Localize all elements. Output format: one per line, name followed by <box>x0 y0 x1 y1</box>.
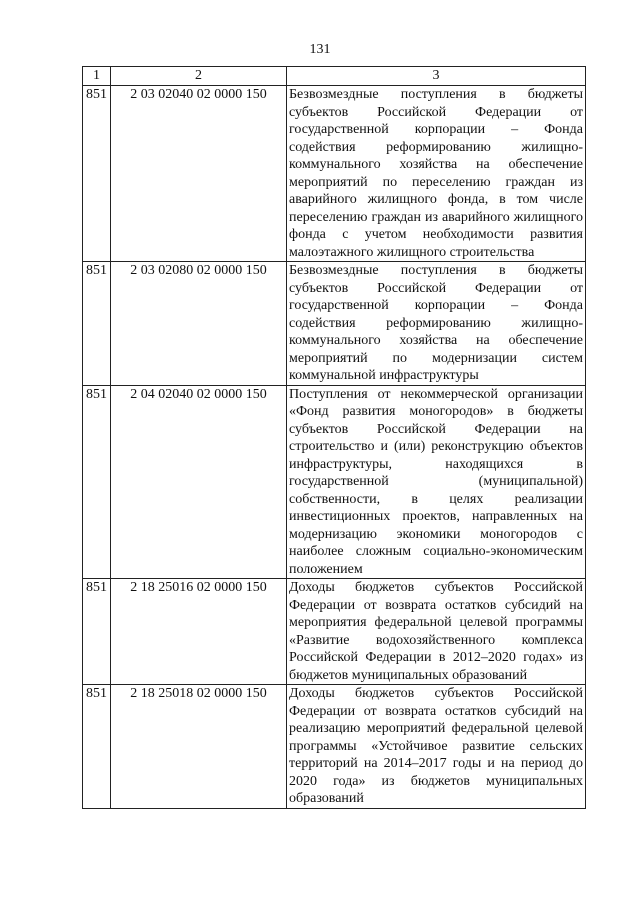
admin-code-cell: 851 <box>83 86 111 262</box>
column-header-3: 3 <box>287 67 586 86</box>
description-cell: Поступления от некоммерческой организации «Фонд развития моногородов» в бюджеты субъектов Российской Федерации на строительство и (или) реконструкцию объектов инфраструктуры, находящихся в государственной (муниципальной) собственности, в целях реализации инвестиционных проектов, направленных на модернизацию экономики моногородов с наиболее сложным социально-экономическим положением <box>287 385 586 579</box>
budget-code-cell: 2 03 02040 02 0000 150 <box>111 86 287 262</box>
column-header-2: 2 <box>111 67 287 86</box>
description-cell: Безвозмездные поступления в бюджеты субъектов Российской Федерации от государственной корпорации – Фонда содействия реформированию жилищно-коммунального хозяйства на обеспечение мероприятий по модернизации систем коммунальной инфраструктуры <box>287 262 586 386</box>
column-header-1: 1 <box>83 67 111 86</box>
description-cell: Доходы бюджетов субъектов Российской Федерации от возврата остатков субсидий на реализацию мероприятий федеральной целевой программы «Устойчивое развитие сельских территорий на 2014–2017 годы и на период до 2020 года» из бюджетов муниципальных образований <box>287 685 586 809</box>
admin-code-cell: 851 <box>83 579 111 685</box>
table-header <box>83 67 586 86</box>
revenue-codes-table <box>82 66 586 809</box>
table-row <box>83 262 586 386</box>
header-row <box>83 67 586 86</box>
table-row <box>83 579 586 685</box>
budget-code-cell: 2 03 02080 02 0000 150 <box>111 262 287 386</box>
budget-code-cell: 2 18 25018 02 0000 150 <box>111 685 287 809</box>
admin-code-cell: 851 <box>83 385 111 579</box>
table-row <box>83 685 586 809</box>
page-number: 131 <box>309 42 331 57</box>
admin-code-cell: 851 <box>83 685 111 809</box>
budget-code-cell: 2 04 02040 02 0000 150 <box>111 385 287 579</box>
budget-code-cell: 2 18 25016 02 0000 150 <box>111 579 287 685</box>
table-row <box>83 385 586 579</box>
admin-code-cell: 851 <box>83 262 111 386</box>
table-row <box>83 86 586 262</box>
table-body <box>83 86 586 809</box>
description-cell: Безвозмездные поступления в бюджеты субъектов Российской Федерации от государственной корпорации – Фонда содействия реформированию жилищно-коммунального хозяйства на обеспечение мероприятий по переселению граждан из аварийного жилищного фонда, в том числе переселению граждан из аварийного жилищного фонда с учетом необходимости развития малоэтажного жилищного строительства <box>287 86 586 262</box>
description-cell: Доходы бюджетов субъектов Российской Федерации от возврата остатков субсидий на мероприятия федеральной целевой программы «Развитие водохозяйственного комплекса Российской Федерации в 2012–2020 годах» из бюджетов муниципальных образований <box>287 579 586 685</box>
